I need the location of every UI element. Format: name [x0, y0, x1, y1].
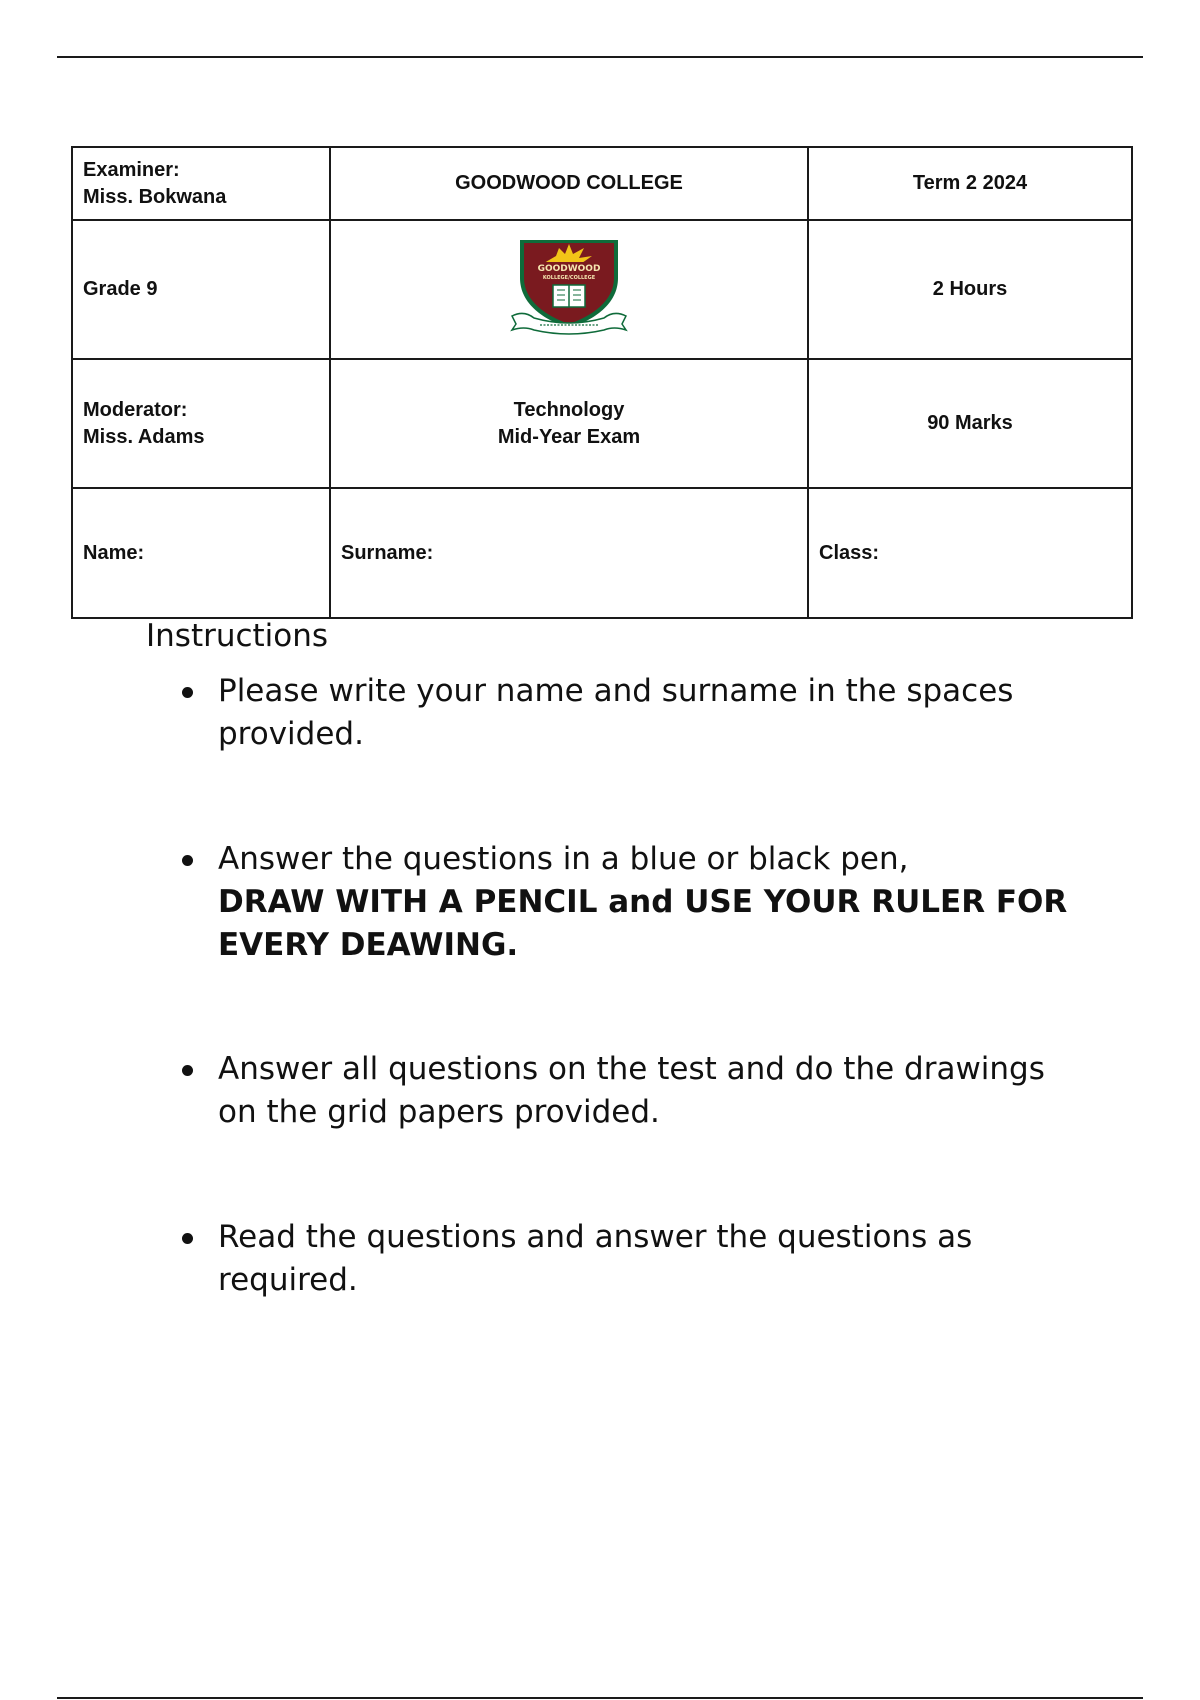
instruction-text: Answer the questions in a blue or black pen, [218, 841, 909, 877]
instruction-item [182, 670, 1082, 756]
instruction-text: Read the questions and answer the questions as required. [218, 1219, 973, 1298]
name-label: Name: [83, 541, 145, 564]
subject-cell [330, 359, 808, 488]
examiner-cell [72, 147, 330, 220]
duration: 2 Hours [808, 220, 1132, 359]
school-crest-icon [504, 234, 634, 338]
class-label: Class: [819, 541, 880, 564]
examiner-name: Miss. Bokwana [83, 185, 227, 208]
surname-field[interactable] [330, 488, 808, 618]
term: Term 2 2024 [808, 147, 1132, 220]
class-field[interactable] [808, 488, 1132, 618]
bottom-rule [57, 1697, 1143, 1699]
bullet-icon [182, 1065, 193, 1076]
bullet-icon [182, 1233, 193, 1244]
exam-header-table [71, 146, 1133, 619]
subject: Technology [513, 398, 625, 421]
moderator-label: Moderator: [83, 398, 188, 421]
instruction-bold-text: DRAW WITH A PENCIL and USE YOUR RULER FOR EVERY DEAWING. [218, 884, 1068, 963]
instruction-text: Answer all questions on the test and do the drawings on the grid papers provided. [218, 1051, 1045, 1130]
instructions-list [182, 670, 1082, 1302]
examiner-label: Examiner: [83, 158, 180, 181]
moderator-cell [72, 359, 330, 488]
instruction-item [182, 838, 1082, 967]
bullet-icon [182, 687, 193, 698]
school-name: GOODWOOD COLLEGE [330, 147, 808, 220]
surname-label: Surname: [341, 541, 434, 564]
name-field[interactable] [72, 488, 330, 618]
instruction-text: Please write your name and surname in the spaces provided. [218, 673, 1014, 752]
bullet-icon [182, 855, 193, 866]
instruction-item [182, 1048, 1082, 1134]
crest-text-line2: KOLLEGE/COLLEGE [542, 274, 596, 281]
instruction-item [182, 1216, 1082, 1302]
total-marks: 90 Marks [808, 359, 1132, 488]
crest-cell [330, 220, 808, 359]
exam-type: Mid-Year Exam [497, 425, 641, 448]
crest-text-line1: GOODWOOD [537, 263, 601, 274]
top-rule [57, 56, 1143, 58]
instructions-title: Instructions [146, 618, 329, 654]
grade: Grade 9 [72, 220, 330, 359]
moderator-name: Miss. Adams [83, 425, 205, 448]
